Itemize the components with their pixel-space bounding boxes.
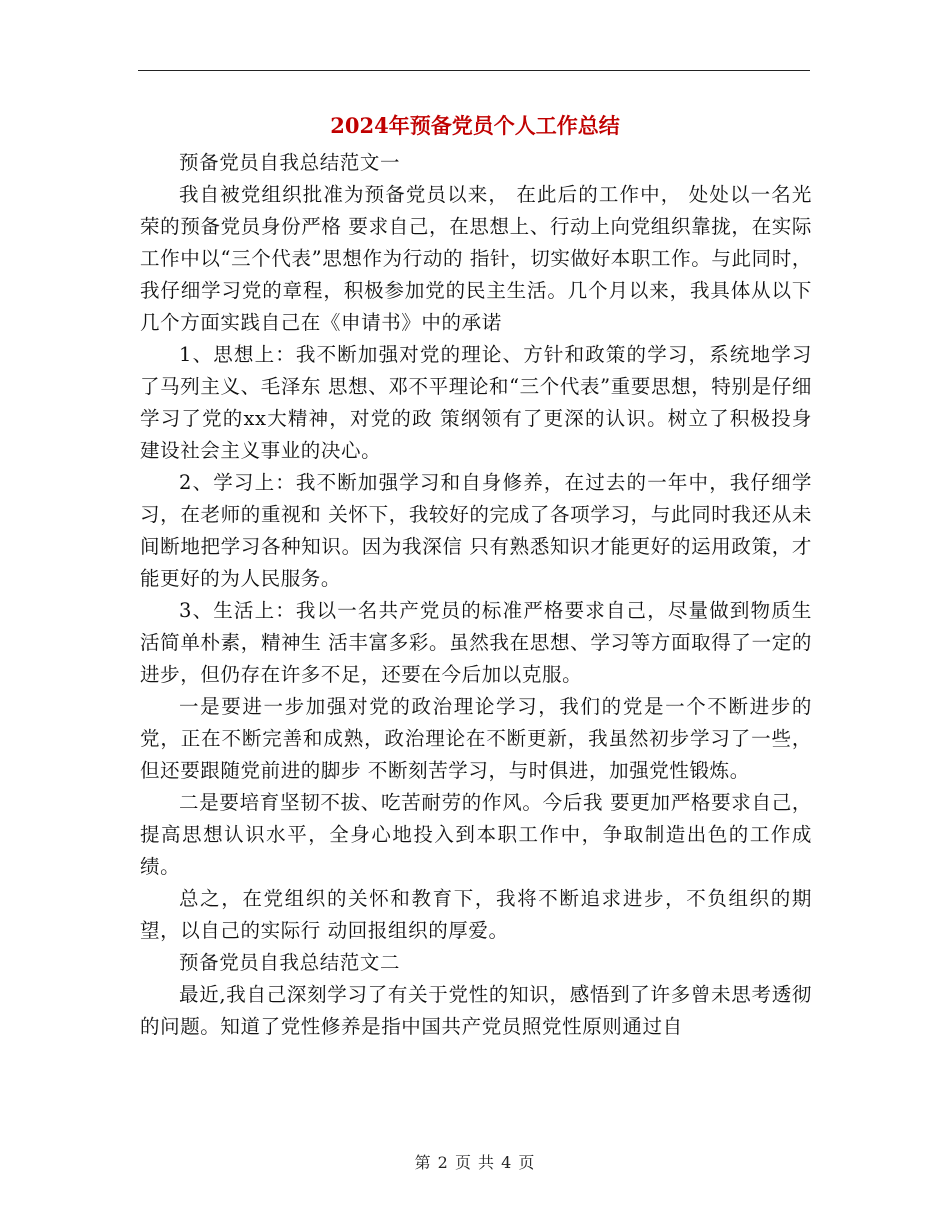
paragraph: 3、生活上：我以一名共产党员的标准严格要求自己，尽量做到物质生活简单朴素，精神生 活丰富多彩。虽然我在思想、学习等方面取得了一定的进步，但仍存在许多不足，还要在今后加以克服。 (140, 599, 812, 686)
paragraph: 二是要培育坚韧不拔、吃苦耐劳的作风。今后我 要更加严格要求自己，提高思想认识水平，全身心地投入到本职工作中，争取制造出色的工作成绩。 (140, 791, 812, 878)
paragraph: 我自被党组织批准为预备党员以来， 在此后的工作中， 处处以一名光荣的预备党员身份严格 要求自己，在思想上、行动上向党组织靠拢，在实际工作中以“三个代表”思想作为行动的 指针，切实做好本职工作。与此同时，我仔细学习党的章程，积极参加党的民主生活。几个月以来，我具体从以下几个方面实践自己在《申请书》中的承诺 (140, 183, 812, 334)
paragraph: 一是要进一步加强对党的政治理论学习，我们的党是一个不断进步的党，正在不断完善和成熟，政治理论在不断更新，我虽然初步学习了一些，但还要跟随党前进的脚步 不断刻苦学习，与时俱进，加强党性锻炼。 (140, 695, 812, 782)
paragraph: 2、学习上：我不断加强学习和自身修养，在过去的一年中，我仔细学习，在老师的重视和 关怀下，我较好的完成了各项学习，与此同时我还从未间断地把学习各种知识。因为我深信 只有熟悉知识才能更好的运用政策，才能更好的为人民服务。 (140, 471, 812, 590)
paragraph: 总之，在党组织的关怀和教育下，我将不断追求进步，不负组织的期望，以自己的实际行 动回报组织的厚爱。 (140, 887, 812, 942)
paragraph: 1、思想上：我不断加强对党的理论、方针和政策的学习，系统地学习了马列主义、毛泽东 思想、邓不平理论和“三个代表”重要思想，特别是仔细学习了党的xx大精神，对党的政 策纲领有了更深的认识。树立了积极投身建设社会主义事业的决心。 (140, 343, 812, 462)
header-rule (138, 70, 810, 71)
document-body (140, 147, 812, 1043)
paragraph: 预备党员自我总结范文二 (179, 951, 401, 974)
paragraph: 预备党员自我总结范文一 (179, 151, 401, 174)
page-footer: 第 2 页 共 4 页 (414, 1153, 536, 1172)
paragraph: 最近,我自己深刻学习了有关于党性的知识，感悟到了许多曾未思考透彻的问题。知道了党性修养是指中国共产党员照党性原则通过自 (140, 983, 812, 1038)
document-title: 2024年预备党员个人工作总结 (330, 113, 620, 138)
